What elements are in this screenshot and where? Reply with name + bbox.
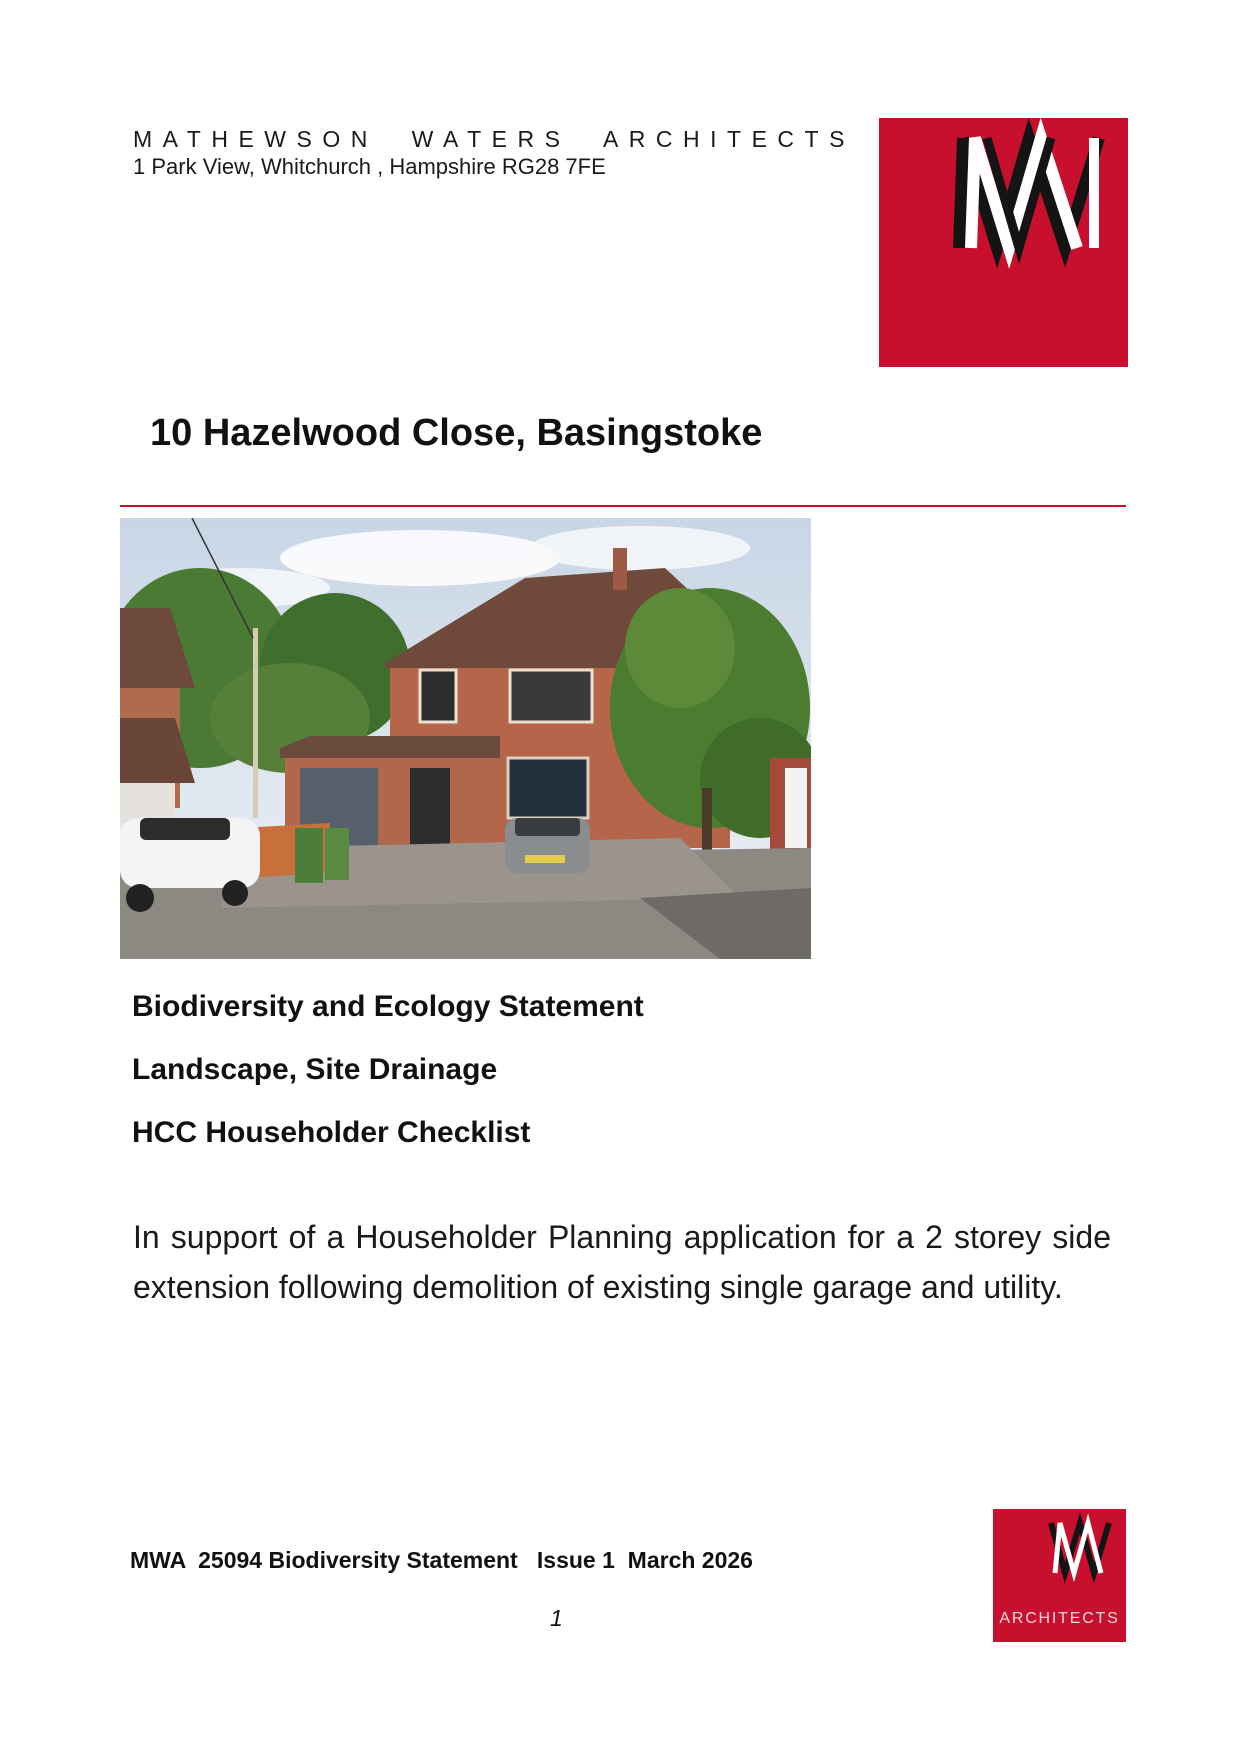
firm-logo [879, 118, 1128, 367]
firm-address: 1 Park View, Whitchurch , Hampshire RG28 7FE [133, 154, 606, 179]
firm-name: MATHEWSON WATERS ARCHITECTS [133, 126, 855, 152]
doc-heading-checklist: HCC Householder Checklist [132, 1116, 531, 1149]
application-description: In support of a Householder Planning application for a 2 storey side extension following demolition of existing single garage and utility. [133, 1219, 1111, 1305]
project-title: 10 Hazelwood Close, Basingstoke [150, 412, 763, 454]
page-number: 1 [550, 1605, 563, 1631]
logo-wordmark: ARCHITECTS [999, 1610, 1120, 1627]
footer-logo [993, 1509, 1126, 1642]
mw-monogram-icon [879, 118, 1128, 367]
document-reference: MWA 25094 Biodiversity Statement Issue 1 March 2026 [130, 1547, 753, 1573]
house-photo [120, 518, 811, 959]
doc-heading-landscape: Landscape, Site Drainage [132, 1053, 498, 1086]
title-divider [120, 505, 1126, 507]
doc-heading-biodiversity: Biodiversity and Ecology Statement [132, 990, 644, 1023]
